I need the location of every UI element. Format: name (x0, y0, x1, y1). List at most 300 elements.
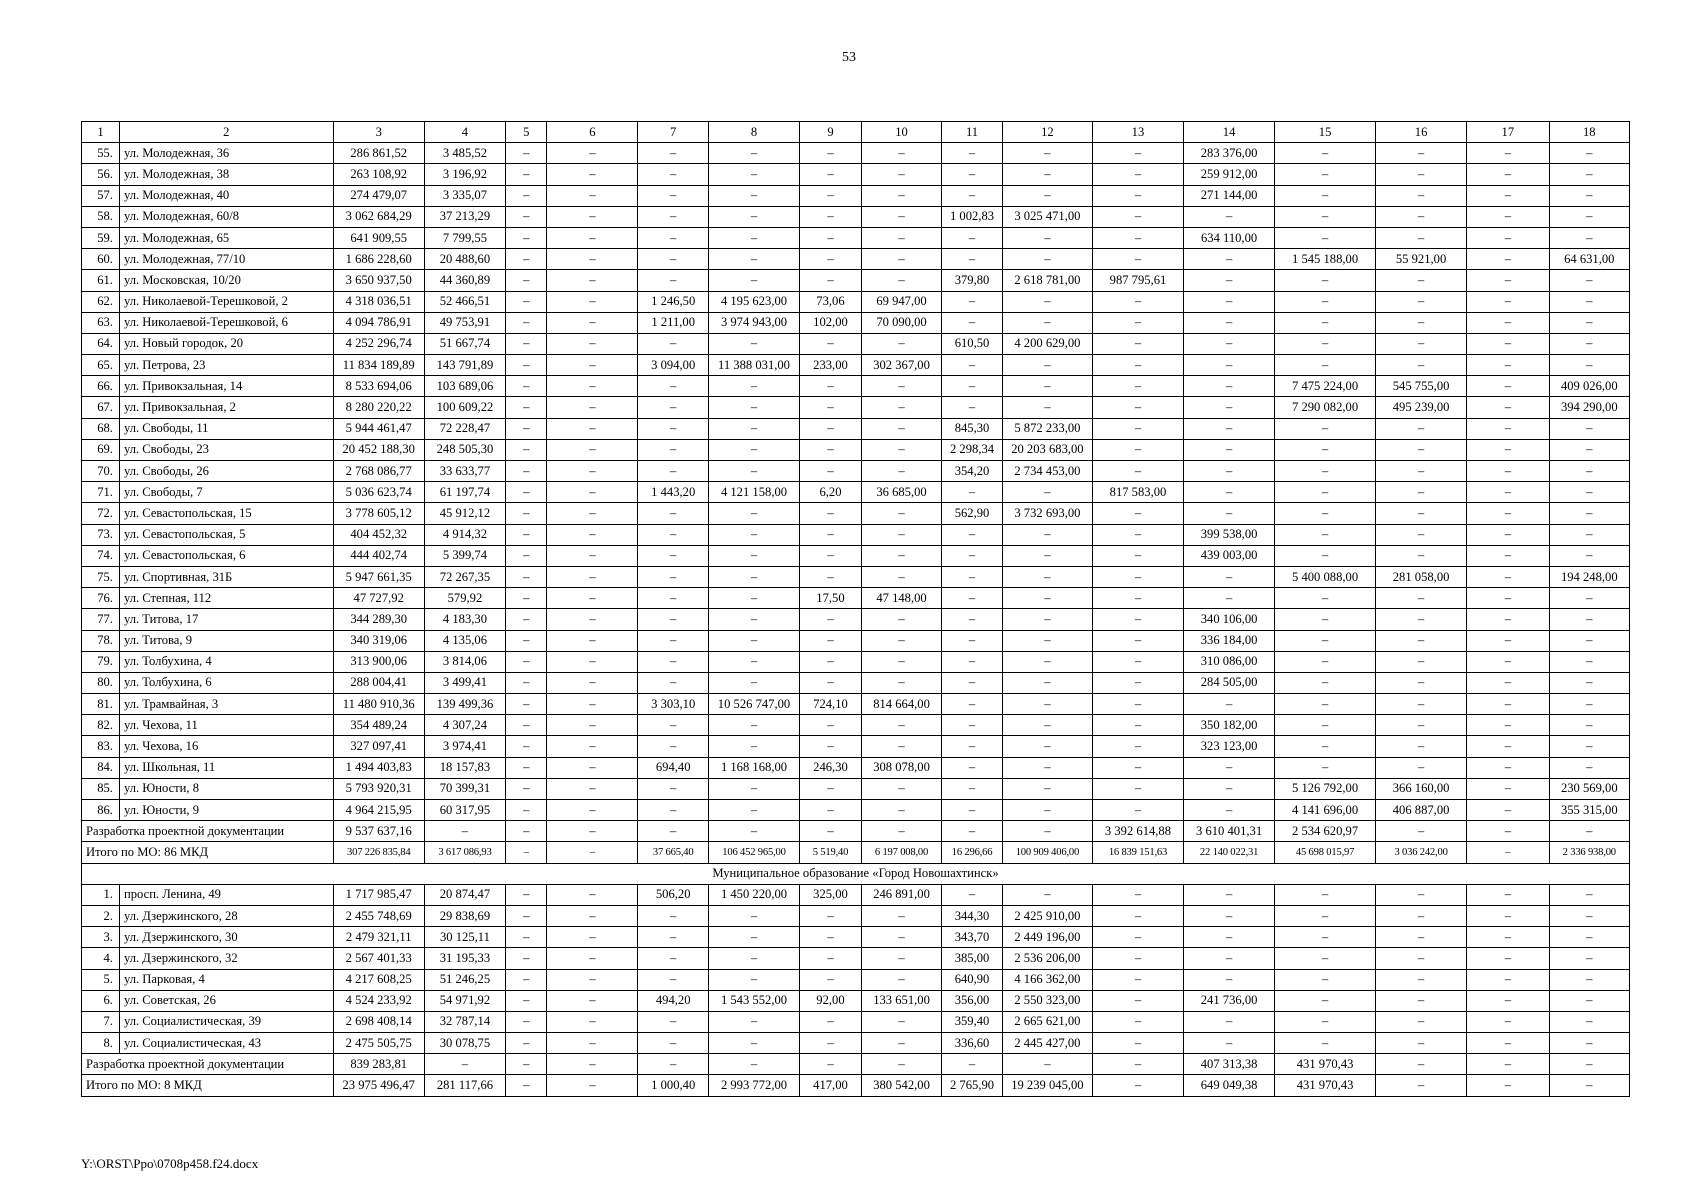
table-cell: 4 141 696,00 (1275, 800, 1376, 821)
table-cell: – (800, 418, 862, 439)
table-cell: 9 537 637,16 (333, 821, 424, 842)
table-cell: – (547, 524, 638, 545)
table-cell: – (638, 503, 709, 524)
table-cell: – (1275, 948, 1376, 969)
table-cell: – (1467, 143, 1549, 164)
table-cell: 3 974 943,00 (708, 312, 799, 333)
table-cell: – (1184, 355, 1275, 376)
table-cell: – (1549, 905, 1629, 926)
table-cell: 1 (82, 122, 120, 143)
table-cell: – (1002, 672, 1092, 693)
table-cell: – (1467, 715, 1549, 736)
table-cell: – (638, 206, 709, 227)
table-cell: – (942, 609, 1003, 630)
table-cell: 75. (82, 566, 120, 587)
table-cell: – (547, 609, 638, 630)
table-cell: – (1275, 312, 1376, 333)
table-cell: – (1376, 461, 1467, 482)
table-cell: 310 086,00 (1184, 651, 1275, 672)
table-cell: – (1092, 439, 1183, 460)
table-cell: – (800, 969, 862, 990)
table-cell: – (1467, 566, 1549, 587)
table-cell: – (1549, 969, 1629, 990)
table-cell: – (942, 143, 1003, 164)
table-cell: – (1275, 206, 1376, 227)
table-cell: 57. (82, 185, 120, 206)
table-cell: 4 217 608,25 (333, 969, 424, 990)
table-cell: – (1002, 545, 1092, 566)
table-cell: 72. (82, 503, 120, 524)
table-row (82, 206, 1630, 227)
table-cell: 545 755,00 (1376, 376, 1467, 397)
table-cell: – (861, 630, 941, 651)
table-cell: ул. Титова, 9 (119, 630, 333, 651)
table-cell: – (638, 1054, 709, 1075)
table-cell: – (1275, 651, 1376, 672)
table-cell: 59. (82, 227, 120, 248)
table-cell: – (708, 270, 799, 291)
table-cell: 1 246,50 (638, 291, 709, 312)
table-cell: – (1549, 715, 1629, 736)
table-row (82, 439, 1630, 460)
table-cell: – (1467, 333, 1549, 354)
table-cell: 288 004,41 (333, 672, 424, 693)
table-cell: – (708, 545, 799, 566)
table-cell: 58. (82, 206, 120, 227)
table-cell: – (547, 291, 638, 312)
table-cell: ул. Толбухина, 6 (119, 672, 333, 693)
table-cell: – (1275, 503, 1376, 524)
table-cell: – (942, 185, 1003, 206)
table-cell: – (1467, 418, 1549, 439)
table-cell: – (708, 821, 799, 842)
table-cell: – (1275, 291, 1376, 312)
table-cell: 6. (82, 990, 120, 1011)
table-cell: 494,20 (638, 990, 709, 1011)
table-cell: 1 443,20 (638, 482, 709, 503)
table-cell: – (708, 418, 799, 439)
table-cell: – (547, 312, 638, 333)
table-cell: – (1184, 566, 1275, 587)
table-cell: – (506, 291, 547, 312)
table-cell: 579,92 (424, 588, 505, 609)
table-row (82, 927, 1630, 948)
table-cell: просп. Ленина, 49 (119, 884, 333, 905)
table-cell: – (1549, 694, 1629, 715)
table-cell: 344,30 (942, 905, 1003, 926)
table-cell: 45 912,12 (424, 503, 505, 524)
table-cell: – (1549, 312, 1629, 333)
table-cell: – (1467, 482, 1549, 503)
table-cell: – (1376, 821, 1467, 842)
table-cell: – (1092, 630, 1183, 651)
table-cell: 54 971,92 (424, 990, 505, 1011)
table-cell: – (547, 757, 638, 778)
table-cell: – (708, 715, 799, 736)
table-cell: – (547, 206, 638, 227)
table-cell: – (1549, 651, 1629, 672)
table-cell: 1 545 188,00 (1275, 249, 1376, 270)
table-cell: – (1275, 185, 1376, 206)
table-cell: – (1002, 694, 1092, 715)
table-cell: – (638, 143, 709, 164)
table-cell: – (1092, 312, 1183, 333)
table-cell: – (708, 672, 799, 693)
table-cell: – (1376, 418, 1467, 439)
table-cell: 70 399,31 (424, 778, 505, 799)
table-cell: – (861, 778, 941, 799)
table-cell: 271 144,00 (1184, 185, 1275, 206)
table-cell: 1 168 168,00 (708, 757, 799, 778)
table-cell: – (1275, 1033, 1376, 1054)
table-cell: – (424, 821, 505, 842)
table-cell: – (506, 736, 547, 757)
table-cell: 74. (82, 545, 120, 566)
table-cell: 6 197 008,00 (861, 842, 941, 863)
table-cell: – (1184, 905, 1275, 926)
table-cell: – (708, 609, 799, 630)
table-cell: 16 839 151,63 (1092, 842, 1183, 863)
table-cell: – (942, 630, 1003, 651)
table-cell: – (1002, 291, 1092, 312)
table-cell: 4. (82, 948, 120, 969)
table-cell: ул. Молодежная, 40 (119, 185, 333, 206)
table-cell: – (1275, 418, 1376, 439)
table-cell: – (1002, 185, 1092, 206)
table-cell: 987 795,61 (1092, 270, 1183, 291)
table-cell: – (1092, 1033, 1183, 1054)
table-cell: ул. Дзержинского, 30 (119, 927, 333, 948)
table-cell: – (1002, 588, 1092, 609)
table-cell: 51 246,25 (424, 969, 505, 990)
table-cell: ул. Привокзальная, 14 (119, 376, 333, 397)
table-cell: ул. Севастопольская, 5 (119, 524, 333, 545)
table-cell: – (547, 778, 638, 799)
table-cell: 1. (82, 884, 120, 905)
table-cell: 286 861,52 (333, 143, 424, 164)
table-cell: – (1376, 694, 1467, 715)
table-row (82, 651, 1630, 672)
table-cell: 2 449 196,00 (1002, 927, 1092, 948)
table-cell: 31 195,33 (424, 948, 505, 969)
table-cell: – (1275, 990, 1376, 1011)
table-cell: – (1467, 439, 1549, 460)
table-cell: – (506, 355, 547, 376)
table-cell: ул. Толбухина, 4 (119, 651, 333, 672)
table-cell: – (1467, 503, 1549, 524)
table-cell: 100 909 406,00 (1002, 842, 1092, 863)
table-cell: – (861, 227, 941, 248)
table-cell: – (506, 948, 547, 969)
table-cell: – (708, 1011, 799, 1032)
table-cell: – (1002, 397, 1092, 418)
table-cell: 13 (1092, 122, 1183, 143)
table-cell: Разработка проектной документации (82, 1054, 334, 1075)
table-cell: 30 125,11 (424, 927, 505, 948)
table-cell: – (708, 503, 799, 524)
table-row (82, 715, 1630, 736)
table-cell: – (1549, 1011, 1629, 1032)
table-cell: – (1376, 439, 1467, 460)
table-cell: – (1549, 821, 1629, 842)
table-cell: – (1184, 376, 1275, 397)
table-cell: – (1467, 990, 1549, 1011)
table-cell: 325,00 (800, 884, 862, 905)
table-cell: 2 734 453,00 (1002, 461, 1092, 482)
table-cell: 33 633,77 (424, 461, 505, 482)
table-cell: – (1376, 715, 1467, 736)
table-cell: – (1467, 291, 1549, 312)
table-cell: ул. Молодежная, 38 (119, 164, 333, 185)
table-cell: – (800, 439, 862, 460)
table-cell: – (506, 1033, 547, 1054)
table-cell: 17 (1467, 122, 1549, 143)
table-cell: – (1467, 842, 1549, 863)
table-cell: – (1467, 588, 1549, 609)
table-cell: 5 036 623,74 (333, 482, 424, 503)
table-cell: 417,00 (800, 1075, 862, 1096)
table-cell: – (1092, 206, 1183, 227)
table-cell: 2 618 781,00 (1002, 270, 1092, 291)
table-row (82, 185, 1630, 206)
table-cell: – (506, 524, 547, 545)
table-cell: – (1092, 503, 1183, 524)
table-cell: 649 049,38 (1184, 1075, 1275, 1096)
table-cell: – (1376, 355, 1467, 376)
table-cell: 327 097,41 (333, 736, 424, 757)
table-cell: – (547, 503, 638, 524)
table-row (82, 355, 1630, 376)
table-cell: ул. Спортивная, 31Б (119, 566, 333, 587)
table-cell: ул. Свободы, 23 (119, 439, 333, 460)
table-cell: – (1549, 503, 1629, 524)
table-cell: – (1376, 482, 1467, 503)
table-cell: – (1184, 1033, 1275, 1054)
table-cell: – (800, 609, 862, 630)
table-cell: – (1275, 524, 1376, 545)
table-cell: 60. (82, 249, 120, 270)
table-cell: 2 536 206,00 (1002, 948, 1092, 969)
table-cell: – (1467, 905, 1549, 926)
table-cell: – (1467, 778, 1549, 799)
table-cell: – (1549, 227, 1629, 248)
table-cell: – (942, 757, 1003, 778)
table-cell: – (506, 206, 547, 227)
table-cell: – (708, 630, 799, 651)
table-cell: – (800, 1011, 862, 1032)
table-cell: – (861, 715, 941, 736)
table-cell: 20 874,47 (424, 884, 505, 905)
table-cell: – (547, 482, 638, 503)
table-cell: 73,06 (800, 291, 862, 312)
table-cell: – (638, 927, 709, 948)
table-cell: 139 499,36 (424, 694, 505, 715)
table-row (82, 566, 1630, 587)
table-cell: ул. Юности, 9 (119, 800, 333, 821)
table-cell: 283 376,00 (1184, 143, 1275, 164)
table-cell: – (1275, 227, 1376, 248)
table-cell: ул. Трамвайная, 3 (119, 694, 333, 715)
table-cell: – (1467, 757, 1549, 778)
table-cell: 3 617 086,93 (424, 842, 505, 863)
table-cell: – (1549, 736, 1629, 757)
table-cell: – (1092, 948, 1183, 969)
table-cell: 64 631,00 (1549, 249, 1629, 270)
table-cell: 230 569,00 (1549, 778, 1629, 799)
table-cell: 133 651,00 (861, 990, 941, 1011)
table-cell: 495 239,00 (1376, 397, 1467, 418)
table-cell: 60 317,95 (424, 800, 505, 821)
table-cell: 2 479 321,11 (333, 927, 424, 948)
table-row (82, 948, 1630, 969)
table-cell: – (506, 143, 547, 164)
table-cell: – (800, 503, 862, 524)
table-cell: 32 787,14 (424, 1011, 505, 1032)
table-cell: – (1376, 143, 1467, 164)
table-cell: – (942, 249, 1003, 270)
table-cell: – (638, 376, 709, 397)
table-cell: – (1092, 164, 1183, 185)
table-cell: 407 313,38 (1184, 1054, 1275, 1075)
table-cell: – (1092, 1054, 1183, 1075)
table-cell: – (1184, 333, 1275, 354)
table-cell: 11 834 189,89 (333, 355, 424, 376)
table-cell: – (1184, 884, 1275, 905)
table-cell: – (638, 672, 709, 693)
table-cell: – (1184, 312, 1275, 333)
table-cell: – (800, 715, 862, 736)
table-cell: – (1275, 757, 1376, 778)
table-cell: – (638, 249, 709, 270)
table-cell: – (1002, 312, 1092, 333)
table-cell: 344 289,30 (333, 609, 424, 630)
table-cell: – (1184, 588, 1275, 609)
table-cell: ул. Привокзальная, 2 (119, 397, 333, 418)
table-cell: – (1275, 927, 1376, 948)
table-cell: – (1376, 333, 1467, 354)
table-cell: 3 778 605,12 (333, 503, 424, 524)
table-cell: – (1092, 588, 1183, 609)
table-cell: – (861, 927, 941, 948)
table-cell: – (1184, 927, 1275, 948)
table-cell: – (1184, 694, 1275, 715)
table-cell: – (861, 566, 941, 587)
table-cell: – (1092, 694, 1183, 715)
table-cell: – (1184, 206, 1275, 227)
table-cell: – (800, 672, 862, 693)
table-cell: 44 360,89 (424, 270, 505, 291)
table-cell: ул. Свободы, 11 (119, 418, 333, 439)
table-cell: 2 475 505,75 (333, 1033, 424, 1054)
table-cell: – (1275, 355, 1376, 376)
table-cell: – (1275, 143, 1376, 164)
table-cell: – (861, 439, 941, 460)
file-path: Y:\ORST\Ppo\0708p458.f24.docx (81, 1156, 259, 1171)
table-cell: – (1092, 376, 1183, 397)
table-cell: 340 319,06 (333, 630, 424, 651)
table-cell: – (506, 884, 547, 905)
table-cell: – (800, 164, 862, 185)
table-cell: – (547, 651, 638, 672)
budget-table (81, 121, 1630, 1097)
table-cell: – (861, 736, 941, 757)
table-row (82, 376, 1630, 397)
table-cell: 3 485,52 (424, 143, 505, 164)
table-cell: – (800, 800, 862, 821)
table-row (82, 694, 1630, 715)
table-cell: ул. Московская, 10/20 (119, 270, 333, 291)
table-cell: – (1549, 164, 1629, 185)
table-cell: – (547, 1075, 638, 1096)
table-cell: – (861, 948, 941, 969)
table-cell: – (638, 948, 709, 969)
table-cell: – (506, 905, 547, 926)
table-cell: – (547, 969, 638, 990)
table-cell: – (1275, 270, 1376, 291)
table-cell: – (1467, 1054, 1549, 1075)
table-cell: 100 609,22 (424, 397, 505, 418)
table-cell: 4 524 233,92 (333, 990, 424, 1011)
table-cell: – (1376, 312, 1467, 333)
table-cell: Итого по МО: 86 МКД (82, 842, 334, 863)
table-cell: – (1549, 1075, 1629, 1096)
table-cell: ул. Социалистическая, 39 (119, 1011, 333, 1032)
table-cell: – (1092, 461, 1183, 482)
table-row (82, 227, 1630, 248)
table-cell: 5 872 233,00 (1002, 418, 1092, 439)
table-cell: – (1092, 778, 1183, 799)
table-cell: – (1275, 736, 1376, 757)
table-cell: 2 567 401,33 (333, 948, 424, 969)
table-cell: 8. (82, 1033, 120, 1054)
table-cell: 2 768 086,77 (333, 461, 424, 482)
table-cell: – (638, 227, 709, 248)
table-cell: – (708, 397, 799, 418)
table-cell: – (547, 842, 638, 863)
table-cell: – (1467, 609, 1549, 630)
table-cell: – (1467, 1033, 1549, 1054)
table-cell: – (1376, 905, 1467, 926)
table-row (82, 270, 1630, 291)
table-cell: – (547, 185, 638, 206)
table-cell: 259 912,00 (1184, 164, 1275, 185)
table-cell: – (506, 333, 547, 354)
table-cell: – (506, 312, 547, 333)
table-cell: – (861, 206, 941, 227)
table-cell: – (942, 545, 1003, 566)
table-cell: 8 533 694,06 (333, 376, 424, 397)
total-row (82, 1075, 1630, 1096)
table-cell: – (638, 439, 709, 460)
table-cell: 1 000,40 (638, 1075, 709, 1096)
table-cell: – (638, 778, 709, 799)
table-cell: – (708, 905, 799, 926)
table-cell: – (942, 482, 1003, 503)
page-number: 53 (842, 50, 856, 65)
table-cell: – (861, 609, 941, 630)
table-cell: – (1275, 333, 1376, 354)
table-cell: 406 887,00 (1376, 800, 1467, 821)
table-cell: – (1092, 524, 1183, 545)
table-cell: – (708, 1033, 799, 1054)
table-cell: 7 290 082,00 (1275, 397, 1376, 418)
table-cell: – (638, 566, 709, 587)
table-cell: 1 211,00 (638, 312, 709, 333)
table-cell: – (1184, 397, 1275, 418)
table-cell: – (1549, 185, 1629, 206)
table-cell: – (506, 397, 547, 418)
table-cell: 80. (82, 672, 120, 693)
